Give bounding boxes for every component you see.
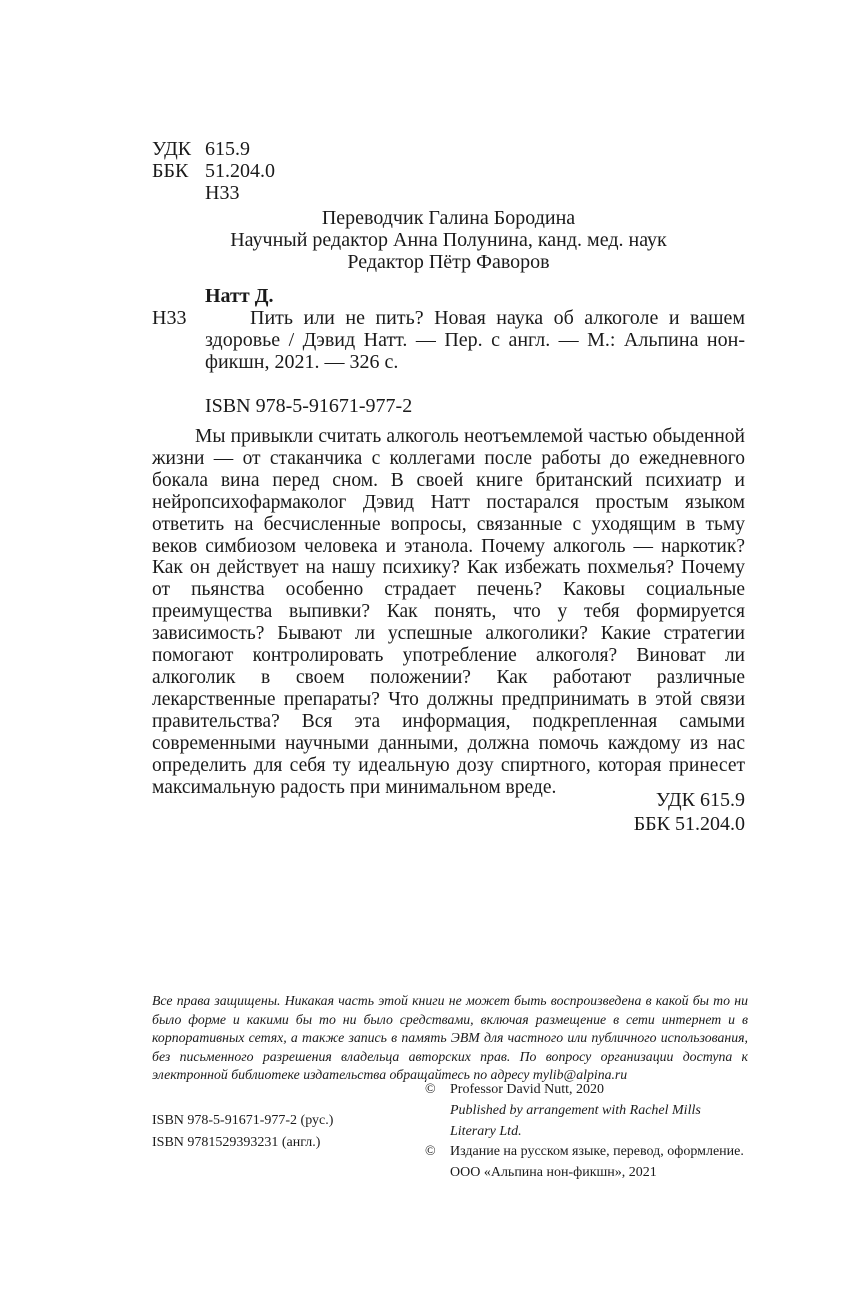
catalog-codes-top — [152, 138, 275, 204]
editor-line: Редактор Пётр Фаворов — [347, 251, 550, 273]
isbn-rus: ISBN 978-5-91671-977-2 (рус.) — [152, 1113, 334, 1128]
udk-bottom: УДК 615.9 — [655, 789, 745, 811]
copyright-symbol: © — [425, 1144, 436, 1160]
copyright-symbol: © — [425, 1082, 436, 1097]
annotation-paragraph: Мы привыкли считать алкоголь неотъемлемой частью обыденной жизни — от стаканчика с коллегами после работы до ежедневного бокала вина перед сном. В своей книге британский психиатр и нейропсихофармаколог Дэвид Натт постарался простым языком ответить на бесчисленные вопросы, связанные с уходящим в тьму веков симбиозом человека и этанола. Почему алкоголь — наркотик? Как он действует на нашу психику? Как избежать похмелья? Почему от пьянства особенно страдает печень? Каковы социальные преимущества выпивки? Как понять, что у тебя формируется зависимость? Бывают ли успешные алкоголики? Какие стратегии помогают контролировать употребление алкоголя? Виноват ли алкоголик в своем положении? Как работают различные лекарственные препараты? Что должны предпринимать в этой связи правительства? Вся эта информация, подкрепленная самыми современными научными данными, должна помочь каждому из нас определить для себя ту идеальную дозу спиртного, которая принесет максимальную радость при минимальном вреде. — [152, 426, 745, 798]
card-description: Пить или не пить? Новая наука об алкоголе и вашем здоровье / Дэвид Натт. — Пер. с англ. — М.: Альпина нон-фикшн, 2021. — 326 с. — [205, 307, 745, 373]
rights-notice: Все права защищены. Никакая часть этой книги не может быть воспроизведена в какой бы то ни было форме и какими бы то ни было средствами, включая размещение в сети интернет и в корпоративных сетях, а также запись в память ЭВМ для частного или публичного использования, без письменного разрешения владельца авторских прав. По вопросу организации доступа к электронной библиотеке издательства обращайтесь по адресу mylib@alpina.ru — [152, 993, 748, 1083]
card-description-row — [152, 307, 745, 373]
catalog-codes-bottom — [152, 788, 745, 836]
bbk-value: 51.204.0 — [205, 160, 275, 182]
card-author-sign: Н33 — [152, 307, 187, 329]
author-sign: Н33 — [205, 182, 240, 204]
catalog-card — [152, 285, 745, 417]
science-editor-line: Научный редактор Анна Полунина, канд. мед. наук — [230, 229, 667, 251]
card-isbn: ISBN 978-5-91671-977-2 — [205, 395, 413, 417]
udk-value: 615.9 — [205, 138, 250, 160]
copyright-author: Professor David Nutt, 2020 — [450, 1082, 604, 1097]
copyright-russian-edition: Издание на русском языке, перевод, оформление. — [450, 1144, 744, 1160]
isbn-eng: ISBN 9781529393231 (англ.) — [152, 1134, 321, 1150]
copyright-publisher: ООО «Альпина нон-фикшн», 2021 — [450, 1165, 657, 1181]
isbn-block — [152, 1110, 333, 1153]
card-author: Натт Д. — [205, 285, 274, 307]
copyright-arrangement: Published by arrangement with Rachel Mills Literary Ltd. — [450, 1102, 701, 1139]
copyright-arrangement-row — [425, 1101, 750, 1143]
udk-label: УДК — [152, 138, 192, 160]
copyright-block — [425, 1080, 750, 1184]
author-sign-row — [152, 182, 275, 204]
copyright-publisher-row — [425, 1163, 750, 1184]
copyright-author-row — [425, 1080, 750, 1101]
udk-row — [152, 138, 275, 160]
copyright-russian-edition-row — [425, 1142, 750, 1163]
bbk-label: ББК — [152, 160, 189, 182]
staff-credits — [152, 207, 745, 273]
translator-line: Переводчик Галина Бородина — [321, 207, 576, 229]
bbk-row — [152, 160, 275, 182]
bbk-bottom: ББК 51.204.0 — [633, 813, 745, 835]
